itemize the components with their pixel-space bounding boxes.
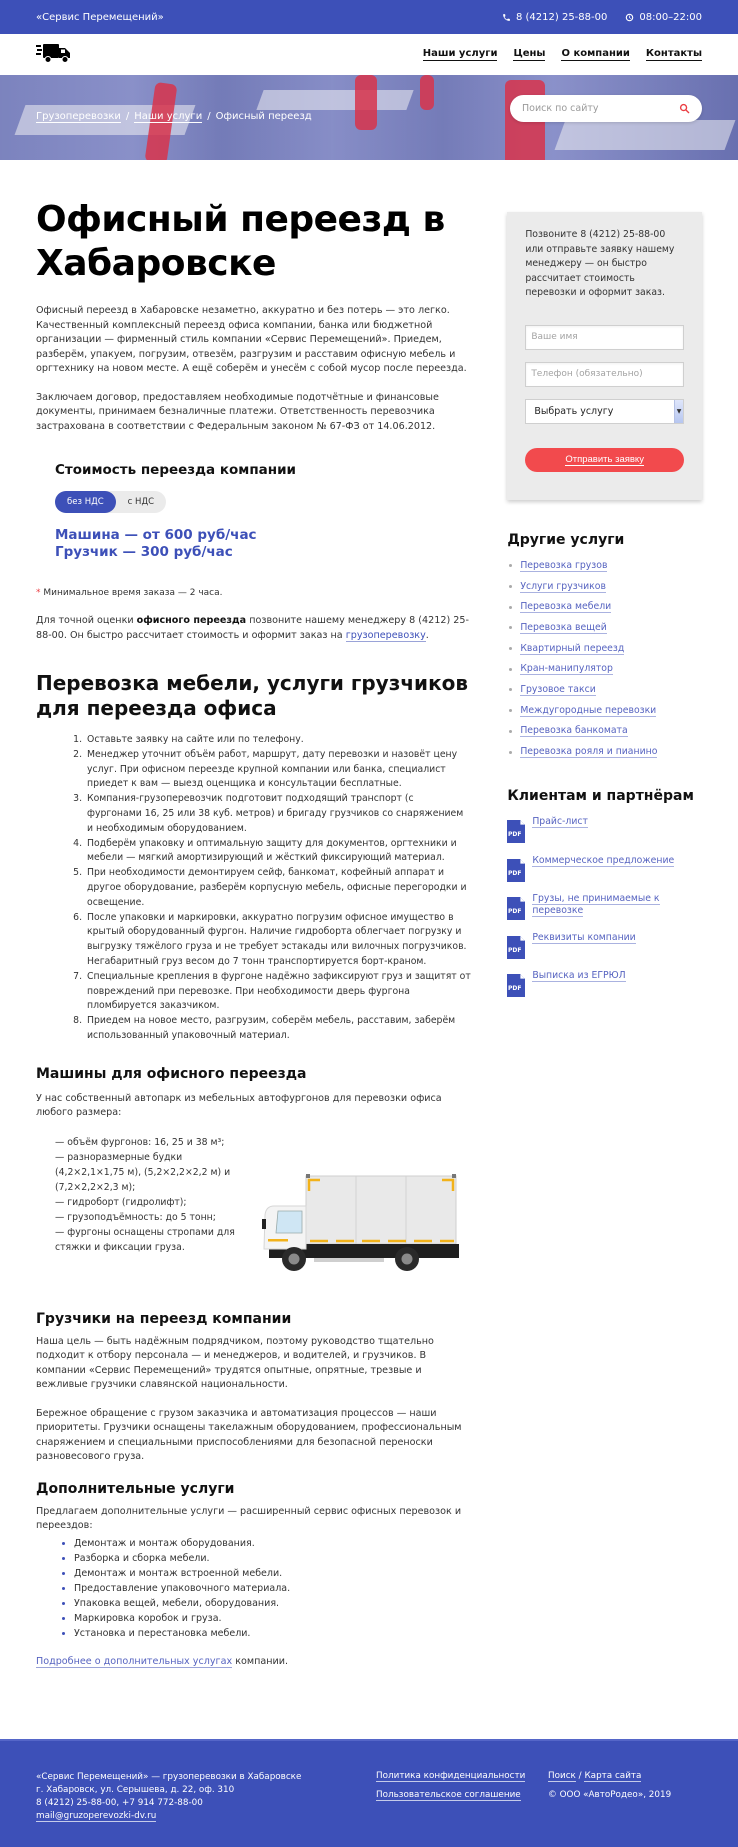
step-item: 1. Оставьте заявку на сайте или по телефону. xyxy=(85,733,471,748)
svg-text:PDF: PDF xyxy=(508,869,522,877)
document-item xyxy=(507,893,702,932)
page-title: Офисный переезд в Хабаровске xyxy=(36,199,445,284)
breadcrumb xyxy=(36,111,312,123)
clock-icon xyxy=(625,13,634,22)
extra-service-item: • Предоставление упаковочного материала. xyxy=(74,1581,471,1596)
truck-feature-list xyxy=(36,1135,246,1279)
hours-text: 08:00–22:00 xyxy=(639,11,702,23)
bullet-icon xyxy=(509,668,512,671)
pricing-title: Стоимость переезда компании xyxy=(55,462,297,478)
document-link[interactable]: Выписка из ЕГРЮЛ xyxy=(532,970,626,982)
intro-paragraph: Заключаем договор, предоставляем необходимые подотчётные и финансовые документы, принимаем безналичные платежи. Ответственность перевозчика застрахована в соответствии с Федеральным законом № 67-ФЗ от 14.06.2012. xyxy=(36,391,439,432)
pdf-file-icon xyxy=(507,974,525,997)
footer-legal xyxy=(376,1771,548,1847)
vat-toggle xyxy=(55,491,166,513)
asterisk: * xyxy=(36,588,41,598)
search-icon[interactable] xyxy=(679,103,690,114)
sidebar xyxy=(507,160,702,1669)
estimate-bold: офисного переезда xyxy=(136,615,247,626)
bullet-icon xyxy=(509,647,512,650)
extra-more-text: компании. xyxy=(232,1655,289,1667)
site-footer xyxy=(0,1739,738,1847)
movers-paragraph: Бережное обращение с грузом заказчика и автоматизация процессов — наши приоритеты. Грузчики оснащены такелажным оборудованием, профессиональным снаряжением и специальными приспособлениями для безопасной переноски разновесового груза. xyxy=(36,1407,462,1463)
trucks-features xyxy=(36,1135,471,1279)
breadcrumb-separator: / xyxy=(125,111,130,122)
privacy-policy-link[interactable]: Политика конфиденциальности xyxy=(376,1771,526,1782)
min-order-text: Минимальное время заказа — 2 часа. xyxy=(40,588,223,598)
price-mover: Грузчик — 300 руб/час xyxy=(55,543,233,560)
pdf-file-icon xyxy=(507,936,525,959)
other-service-item xyxy=(507,638,702,659)
footer-address: г. Хабаровск, ул. Серышева, д. 22, оф. 310 xyxy=(36,1785,235,1796)
truck-feature: — объём фургонов: 16, 25 и 38 м³; xyxy=(55,1136,225,1148)
hero-bg-desk xyxy=(555,120,736,150)
box-truck-illustration xyxy=(254,1171,464,1279)
service-select[interactable] xyxy=(525,399,684,424)
document-item xyxy=(507,816,702,855)
movers-section-title: Грузчики на переезд компании xyxy=(36,1310,292,1327)
trucks-intro: У нас собственный автопарк из мебельных автофургонов для перевозки офиса любого размера: xyxy=(36,1092,442,1119)
estimate-text: Для точной оценки xyxy=(36,615,137,626)
extra-service-item: • Упаковка вещей, мебели, оборудования. xyxy=(74,1596,471,1611)
truck-feature: — разноразмерные будки (4,2×2,1×1,75 м), (5,2×2,2×2,2 м) и (7,2×2,2×2,3 м); xyxy=(55,1151,231,1193)
working-hours xyxy=(625,12,702,23)
other-service-item xyxy=(507,742,702,763)
footer-about: «Сервис Перемещений» — грузоперевозки в Хабаровске xyxy=(36,1772,302,1783)
other-service-link[interactable]: Услуги грузчиков xyxy=(520,580,606,592)
other-service-link[interactable]: Перевозка банкомата xyxy=(520,725,628,737)
request-form xyxy=(507,212,702,500)
footer-misc xyxy=(548,1771,671,1847)
bullet-icon xyxy=(509,751,512,754)
documents-list xyxy=(507,816,702,1009)
steps-list xyxy=(36,733,471,1044)
step-item: 6. После упаковки и маркировки, аккуратно погрузим офисное имущество в крытый оборудованный фургон. Наличие гидроборта облегчает погрузку и выгрузку тяжёлого груза и не требует эстакады или вилочных погрузчиков. Негабаритный груз весом до 7 тонн транспортируется борт-краном. xyxy=(85,911,471,970)
extra-service-item: • Демонтаж и монтаж оборудования. xyxy=(74,1536,471,1551)
breadcrumb-link-cargo[interactable]: Грузоперевозки xyxy=(36,111,121,122)
estimate-text: позвоните нашему менеджеру 8 (4212) 25-88-00. Он быстро рассчитает стоимость и оформит заказ на xyxy=(36,615,469,641)
extra-services-link[interactable]: Подробнее о дополнительных услугах xyxy=(36,1655,233,1667)
other-service-link[interactable]: Междугородные перевозки xyxy=(520,704,657,716)
step-item: 5. При необходимости демонтируем сейф, банкомат, кофейный аппарат и другое оборудование, разберём корпусную мебель, офисные перегородки и освещение. xyxy=(85,866,471,910)
other-service-link[interactable]: Перевозка мебели xyxy=(520,601,612,613)
breadcrumb-separator: / xyxy=(207,111,211,122)
other-service-item xyxy=(507,556,702,577)
document-link[interactable]: Реквизиты компании xyxy=(532,931,636,943)
copyright: © ООО «АвтоРодео», 2019 xyxy=(548,1790,672,1801)
main-content xyxy=(36,160,471,1669)
footer-phones: 8 (4212) 25-88-00, +7 914 772-88-00 xyxy=(36,1798,203,1809)
document-item xyxy=(507,855,702,894)
phone-number: 8 (4212) 25-88-00 xyxy=(515,11,608,23)
bullet-icon xyxy=(509,730,512,733)
other-service-item xyxy=(507,680,702,701)
other-service-item xyxy=(507,597,702,618)
step-item: 3. Компания-грузоперевозчик подготовит подходящий транспорт (с фургонами 16, 25 или 38 куб. метров) и бригаду грузчиков со снаряжением и необходимым оборудованием. xyxy=(85,792,471,836)
min-order-note xyxy=(36,588,471,598)
bullet-icon xyxy=(509,606,512,609)
svg-text:PDF: PDF xyxy=(508,946,522,954)
hero-bg-chair xyxy=(420,75,434,110)
intro-paragraph: Офисный переезд в Хабаровске незаметно, аккуратно и без потерь — это легко. Качественный комплексный переезд офиса компании, банка или бюджетной организации — фирменный стиль компании «Сервис Перемещений». Приедем, разберём, упакуем, погрузим, отвезём, разгрузим и расставим офисную мебель и оргтехнику на новом месте. А ещё соберём и унесём с собой мусор после переезда. xyxy=(36,305,467,374)
extra-section-title: Дополнительные услуги xyxy=(36,1480,235,1497)
site-header xyxy=(0,34,738,75)
other-service-link[interactable]: Кран-манипулятор xyxy=(520,663,613,675)
bullet-icon xyxy=(509,709,512,712)
hero-banner xyxy=(0,75,738,160)
bullet-icon xyxy=(509,585,512,588)
extra-more xyxy=(36,1655,471,1670)
other-service-link[interactable]: Перевозка вещей xyxy=(520,621,607,633)
user-agreement-link[interactable]: Пользовательское соглашение xyxy=(376,1790,521,1801)
document-link[interactable]: Грузы, не принимаемые к перевозке xyxy=(532,893,660,916)
bullet-icon xyxy=(509,564,512,567)
document-link[interactable]: Прайс-лист xyxy=(532,816,588,828)
name-input[interactable] xyxy=(531,332,678,342)
step-item: 2. Менеджер уточнит объём работ, маршрут, дату перевозки и назовёт цену услуг. При офисном переезде крупной компании или банка, специалист приедет к вам — выезд оценщика и консультации бесплатные. xyxy=(85,748,471,792)
extra-service-item: • Демонтаж и монтаж встроенной мебели. xyxy=(74,1566,471,1581)
footer-contacts xyxy=(36,1771,376,1847)
company-name: «Сервис Перемещений» xyxy=(36,11,164,23)
other-service-link[interactable]: Перевозка грузов xyxy=(520,559,608,571)
step-item: 7. Специальные крепления в фургоне надёжно зафиксируют груз и защитят от повреждений при перевозке. При необходимости дверь фургона пломбируется заказчиком. xyxy=(85,970,471,1014)
document-item xyxy=(507,970,702,1009)
nav-contacts[interactable]: Контакты xyxy=(645,48,702,59)
delivery-truck-icon xyxy=(36,42,72,64)
search-input[interactable] xyxy=(522,103,662,114)
step-item: 4. Подберём упаковку и оптимальную защиту для документов, оргтехники и мебели — мягкий амортизирующий и жёсткий фиксирующий материал. xyxy=(85,837,471,867)
phone-input[interactable] xyxy=(531,369,678,379)
document-item xyxy=(507,932,702,971)
document-link[interactable]: Коммерческое предложение xyxy=(532,854,675,866)
phone-contact[interactable] xyxy=(502,12,607,23)
other-service-item xyxy=(507,721,702,742)
phone-icon xyxy=(502,13,511,22)
other-services-list xyxy=(507,556,702,763)
footer-email-link[interactable]: mail@gruzoperevozki-dv.ru xyxy=(36,1811,157,1822)
pdf-file-icon xyxy=(507,820,525,843)
clients-title: Клиентам и партнёрам xyxy=(507,788,694,805)
service-select-value: Выбрать услугу xyxy=(534,405,614,417)
pricing-block xyxy=(36,462,471,560)
price-lines xyxy=(55,527,471,560)
nav-prices[interactable]: Цены xyxy=(513,48,546,59)
toggle-without-vat[interactable]: без НДС xyxy=(55,491,116,513)
breadcrumb-current: Офисный переезд xyxy=(215,111,312,122)
main-nav xyxy=(423,48,702,61)
step-item: 8. Приедем на новое место, разгрузим, соберём мебель, расставим, заберём использованный упаковочный материал. xyxy=(85,1014,471,1044)
submit-request-button[interactable] xyxy=(525,448,684,472)
svg-text:PDF: PDF xyxy=(508,831,522,839)
box-truck-icon xyxy=(254,1171,464,1276)
other-service-link[interactable]: Квартирный переезд xyxy=(520,642,625,654)
footer-separator: / xyxy=(575,1771,585,1782)
truck-feature: — фургоны оснащены стропами для стяжки и фиксации груза. xyxy=(55,1226,235,1253)
logo-link[interactable] xyxy=(36,42,72,67)
other-service-item xyxy=(507,700,702,721)
sitemap-link[interactable]: Карта сайта xyxy=(584,1771,642,1782)
submit-label: Отправить заявку xyxy=(565,453,644,465)
other-service-link[interactable]: Перевозка рояля и пианино xyxy=(520,746,658,758)
nav-about[interactable]: О компании xyxy=(561,48,630,59)
nav-services[interactable]: Наши услуги xyxy=(422,48,498,59)
bullet-icon xyxy=(509,688,512,691)
svg-text:PDF: PDF xyxy=(508,985,522,993)
chevron-down-icon: ▼ xyxy=(674,400,683,423)
truck-feature: — грузоподъёмность: до 5 тонн; xyxy=(55,1211,216,1223)
extra-services-list xyxy=(36,1536,471,1641)
form-intro: Позвоните 8 (4212) 25-88-00 или отправьте заявку нашему менеджеру — он быстро рассчитает стоимость перевозки и оформит заказ. xyxy=(525,229,675,298)
main-layout xyxy=(0,160,738,1669)
other-service-item xyxy=(507,659,702,680)
estimate-text: . xyxy=(425,629,429,641)
cargo-link[interactable]: грузоперевозку xyxy=(345,629,426,641)
movers-paragraph: Наша цель — быть надёжным подрядчиком, поэтому руководство тщательно подходит к отбору персонала — и менеджеров, и водителей, и грузчиков. В компании «Сервис Перемещений» трудятся опытные, опрятные, трезвые и вежливые грузчики славянской национальности. xyxy=(36,1335,434,1391)
pdf-file-icon xyxy=(507,897,525,920)
breadcrumb-link-services[interactable]: Наши услуги xyxy=(134,111,203,122)
truck-feature: — гидроборт (гидролифт); xyxy=(55,1196,187,1208)
other-service-item xyxy=(507,576,702,597)
footer-search-link[interactable]: Поиск xyxy=(548,1771,576,1782)
other-service-link[interactable]: Грузовое такси xyxy=(520,683,596,695)
price-truck: Машина — от 600 руб/час xyxy=(55,527,257,543)
toggle-with-vat[interactable]: с НДС xyxy=(127,497,155,507)
estimate-paragraph xyxy=(36,614,471,643)
trucks-section-title: Машины для офисного переезда xyxy=(36,1065,307,1082)
phone-field-wrap xyxy=(525,362,684,387)
bullet-icon xyxy=(509,626,512,629)
extra-intro: Предлагаем дополнительные услуги — расширенный сервис офисных перевозок и переездов: xyxy=(36,1505,462,1532)
site-search xyxy=(510,95,702,122)
extra-service-item: • Разборка и сборка мебели. xyxy=(74,1551,471,1566)
extra-service-item: • Установка и перестановка мебели. xyxy=(74,1626,471,1641)
top-bar xyxy=(0,0,738,34)
furniture-section-title: Перевозка мебели, услуги грузчиков для переезда офиса xyxy=(36,671,469,720)
pdf-file-icon xyxy=(507,859,525,882)
other-services-title: Другие услуги xyxy=(507,531,625,548)
other-service-item xyxy=(507,618,702,639)
svg-text:PDF: PDF xyxy=(508,908,522,916)
hero-bg-desk xyxy=(256,90,413,110)
extra-service-item: • Маркировка коробок и груза. xyxy=(74,1611,471,1626)
hero-bg-chair xyxy=(355,75,377,130)
name-field-wrap xyxy=(525,325,684,350)
